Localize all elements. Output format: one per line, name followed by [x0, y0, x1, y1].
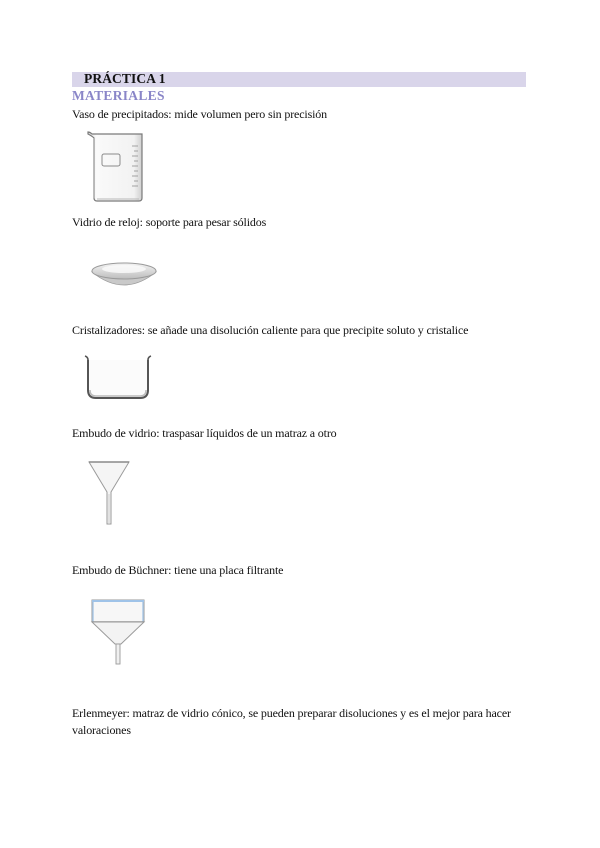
- material-description-buchner-funnel: Embudo de Büchner: tiene una placa filtrante: [72, 563, 284, 577]
- glass-funnel-illustration: [86, 458, 132, 530]
- material-description-erlenmeyer: Erlenmeyer: matraz de vidrio cónico, se pueden preparar disoluciones y es el mejor para hacer valoraciones: [72, 706, 511, 737]
- section-heading: MATERIALES: [72, 88, 165, 103]
- material-description-watch-glass: Vidrio de reloj: soporte para pesar sólidos: [72, 215, 267, 229]
- watch-glass-illustration: [88, 258, 160, 294]
- beaker-illustration: [84, 128, 148, 204]
- material-description-glass-funnel: Embudo de vidrio: traspasar líquidos de un matraz a otro: [72, 426, 337, 440]
- material-description-crystallizer: Cristalizadores: se añade una disolución caliente para que precipite soluto y cristalice: [72, 323, 469, 337]
- crystallizer-illustration: [82, 352, 154, 402]
- buchner-funnel-illustration: [88, 596, 148, 668]
- material-description-beaker: Vaso de precipitados: mide volumen pero sin precisión: [72, 107, 327, 121]
- page-title: PRÁCTICA 1: [84, 71, 166, 86]
